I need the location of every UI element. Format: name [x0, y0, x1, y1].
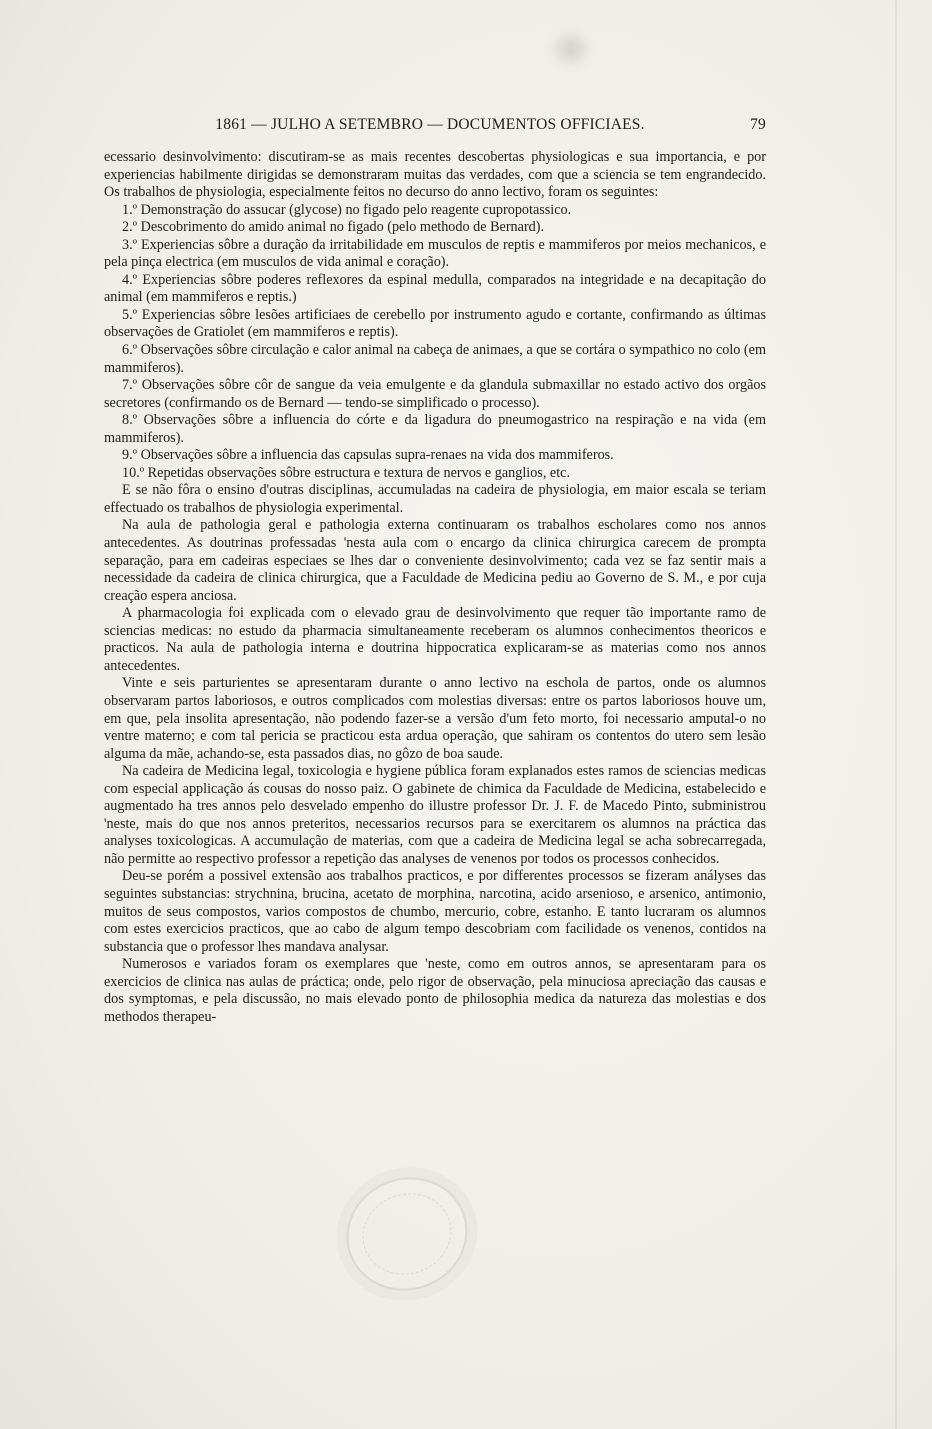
- paragraph: Na aula de pathologia geral e pathologia externa continuaram os trabalhos escholares como nos annos antecedentes. As doutrinas professadas 'nesta aula com o encargo da clinica chirurgica carecem de prompta separação, para em cadeiras especiaes se lhes dar o conveniente desinvolvimento; cada vez se faz sentir mais a necessidade da cadeira de clinica chirurgica, que a Faculdade de Medicina pediu ao Governo de S. M., e por cuja creação espera anciosa.: [104, 517, 766, 604]
- list-item: 2.º Descobrimento do amido animal no figado (pelo methodo de Bernard).: [122, 219, 545, 236]
- list-item: 6.º Observações sôbre circulação e calor animal na cabeça de animaes, a que se cortára o sympathico no colo (em mammiferos).: [104, 342, 766, 376]
- page-number: 79: [750, 116, 766, 133]
- list-item: 1.º Demonstração do assucar (glycose) no figado pelo reagente cupropotassico.: [122, 201, 572, 218]
- header-title: 1861 — JULHO A SETEMBRO — DOCUMENTOS OFFICIAES.: [215, 116, 645, 133]
- paragraph: A pharmacologia foi explicada com o elevado grau de desinvolvimento que requer tão importante ramo de sciencias medicas: no estudo da pharmacia simultaneamente receberam os alumnos conhecimentos theoricos e practicos. Na aula de pathologia interna e doutrina hippocratica explicaram-se as materias como nos annos antecedentes.: [104, 605, 766, 674]
- ink-smudge: [556, 36, 586, 62]
- paragraph: ecessario desinvolvimento: discutiram-se as mais recentes descobertas physiologicas e sua importancia, e por experiencias habilmente dirigidas se demonstraram muitas das verdades, com que a sciencia se tem engrandecido. Os trabalhos de physiologia, especialmente feitos no decurso do anno lectivo, foram os seguintes:: [104, 149, 766, 201]
- library-stamp: [331, 1161, 484, 1308]
- paragraph: Deu-se porém a possivel extensão aos trabalhos practicos, e por differentes processos se fizeram anályses das seguintes substancias: strychnina, brucina, acetato de morphina, narcotina, acido arsenioso, e arsenico, antimonio, muitos de seus compostos, varios compostos de chumbo, mercurio, cobre, estanho. E tanto lucraram os alumnos com estes exercicios practicos, que ao cabo de algum tempo descobriam com facilidade os venenos, contidos na substancia que o professor lhes mandava analysar.: [104, 868, 766, 955]
- list-item: 9.º Observações sôbre a influencia das capsulas supra-renaes na vida dos mammiferos.: [122, 447, 614, 464]
- paragraph: Vinte e seis parturientes se apresentaram durante o anno lectivo na eschola de partos, onde os alumnos observaram partos laboriosos, e outros complicados com molestias diversas: entre os partos laboriosos houve um, em que, pela insolita apresentação, não podendo fazer-se a versão d'um feto morto, foi necessario amputal-o no ventre materno; e com tal pericia se practicou esta ardua operação, que sahiram os contentos do utero sem lesão alguma da mãe, achando-se, esta passados dias, no gôzo de boa saude.: [104, 675, 766, 762]
- running-header: [110, 116, 766, 138]
- paragraph: Numerosos e variados foram os exemplares que 'neste, como em outros annos, se apresentaram para os exercicios de clinica nas aulas de práctica; onde, pelo rigor de observação, pela minuciosa apreciação das causas e dos symptomas, e pela discussão, no mais elevado ponto de philosophia medica da natureza das molestias e dos methodos therapeu-: [104, 956, 766, 1025]
- list-item: 5.º Experiencias sôbre lesões artificiaes de cerebello por instrumento agudo e cortante, confirmando as últimas observações de Gratiolet (em mammiferos e reptis).: [104, 306, 766, 341]
- list-item: 4.º Experiencias sôbre poderes reflexores da espinal medulla, comparados na integridade e na decapitação do animal (em mammiferos e reptis.): [104, 271, 766, 306]
- list-item: 8.º Observações sôbre a influencia do córte e da ligadura do pneumogastrico na respiração e na vida (em mammiferos).: [104, 412, 766, 446]
- document-body: [104, 149, 766, 1026]
- paragraph: E se não fôra o ensino d'outras disciplinas, accumuladas na cadeira de physiologia, em maior escala se teriam effectuado os trabalhos de physiologia experimental.: [104, 482, 766, 516]
- list-item: 3.º Experiencias sôbre a duração da irritabilidade em musculos de reptis e mammiferos por meios mechanicos, e pela pinça electrica (em musculos de vida animal e coração).: [104, 236, 766, 271]
- list-item: 10.º Repetidas observações sôbre estructura e textura de nervos e ganglios, etc.: [122, 464, 570, 481]
- list-item: 7.º Observações sôbre côr de sangue da veia emulgente e da glandula submaxillar no estado activo dos orgãos secretores (confirmando os de Bernard — tendo-se simplificado o processo).: [104, 377, 766, 411]
- paragraph: Na cadeira de Medicina legal, toxicologia e hygiene pública foram explanados estes ramos de sciencias medicas com especial applicação ás cousas do nosso paiz. O gabinete de chimica da Faculdade de Medicina, estabelecido e augmentado ha tres annos pelo desvelado empenho do illustre professor Dr. J. F. de Macedo Pinto, subministrou 'neste, mais do que nos annos preteritos, necessarios recursos para se exercitarem os alumnos na práctica das analyses toxicologicas. A accumulação de materias, com que a cadeira de Medicina legal se acha sobrecarregada, não permitte ao respectivo professor a repetição das analyses de venenos por todos os processos conhecidos.: [104, 763, 766, 867]
- stamp-inner-ring: [351, 1181, 463, 1287]
- page-fold-shadow: [895, 0, 897, 1429]
